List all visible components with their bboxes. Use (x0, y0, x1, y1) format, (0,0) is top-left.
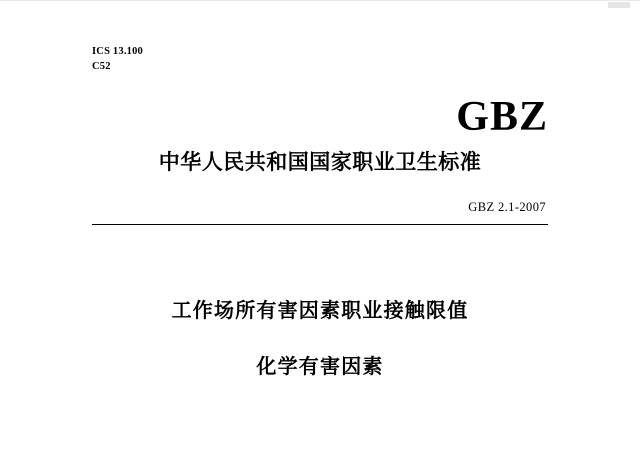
scan-corner-mark (608, 2, 630, 8)
classification-block (92, 44, 143, 74)
series-mark: GBZ (456, 94, 548, 140)
page-content (92, 0, 548, 454)
page-subtitle: 化学有害因素 (256, 354, 384, 378)
standard-authority: 中华人民共和国国家职业卫生标准 (158, 150, 482, 174)
standard-number: GBZ 2.1-2007 (468, 200, 546, 214)
page-title: 工作场所有害因素职业接触限值 (171, 298, 469, 322)
ics-classification: ICS 13.100 (92, 46, 144, 57)
ccs-code: C52 (92, 61, 111, 72)
header-divider (92, 224, 548, 225)
